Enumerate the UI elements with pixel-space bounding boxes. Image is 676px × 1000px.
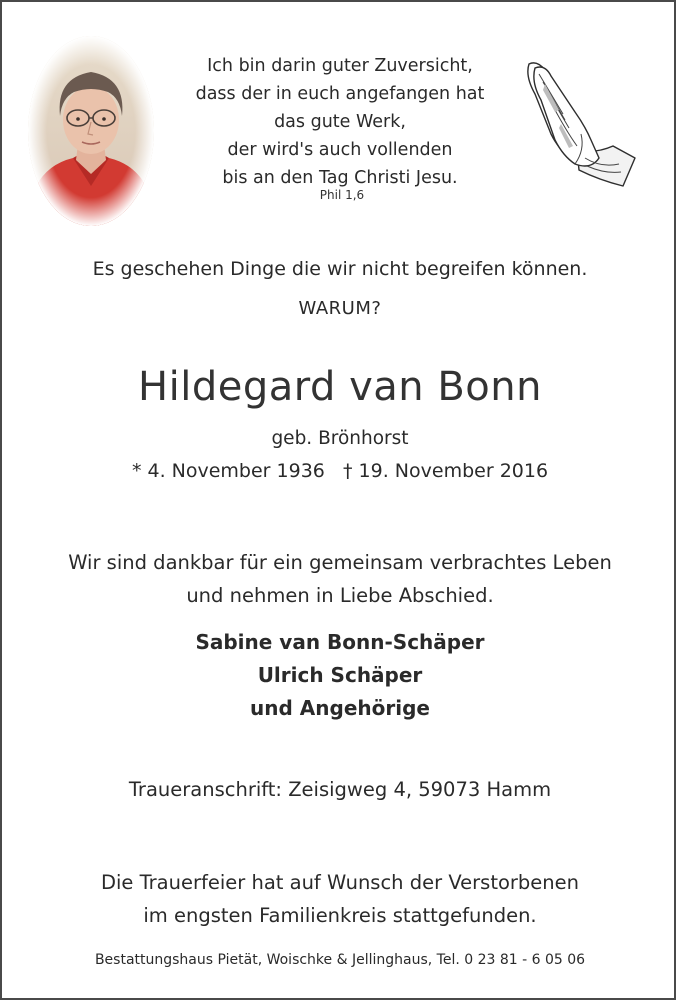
thanks-line: und nehmen in Liebe Abschied. (186, 584, 494, 607)
maiden-name: geb. Brönhorst (271, 428, 409, 449)
mourners (2, 626, 676, 725)
mourning-address: Traueranschrift: Zeisigweg 4, 59073 Hamm (128, 778, 552, 801)
life-dates (2, 460, 676, 482)
bible-verse (170, 52, 510, 192)
verse-line: das gute Werk, (274, 112, 406, 132)
mourner-name: Sabine van Bonn-Schäper (195, 630, 485, 654)
birth-date: * 4. November 1936 (131, 460, 325, 482)
undertaker-info: Bestattungshaus Pietät, Woischke & Jellinghaus, Tel. 0 23 81 - 6 05 06 (94, 952, 586, 968)
thanks-line: Wir sind dankbar für ein gemeinsam verbrachtes Leben (68, 551, 612, 574)
verse-line: dass der in euch angefangen hat (195, 84, 485, 104)
portrait-photo (28, 36, 154, 226)
mourner-name: Ulrich Schäper (257, 663, 423, 687)
deceased-name: Hildegard van Bonn (138, 364, 542, 410)
funeral-line: im engsten Familienkreis stattgefunden. (143, 904, 537, 927)
intro-line: Es geschehen Dinge die wir nicht begreifen können. (92, 258, 588, 280)
praying-hands-icon (515, 54, 639, 190)
thanks-text (2, 546, 676, 612)
funeral-line: Die Trauerfeier hat auf Wunsch der Verstorbenen (100, 871, 580, 894)
funeral-note (2, 866, 676, 932)
death-date: † 19. November 2016 (343, 460, 549, 482)
intro-question: WARUM? (298, 298, 382, 319)
verse-reference: Phil 1,6 (319, 188, 365, 202)
verse-line: Ich bin darin guter Zuversicht, (207, 56, 473, 76)
verse-line: der wird's auch vollenden (227, 140, 453, 160)
verse-line: bis an den Tag Christi Jesu. (222, 168, 458, 188)
mourner-name: und Angehörige (250, 696, 430, 720)
